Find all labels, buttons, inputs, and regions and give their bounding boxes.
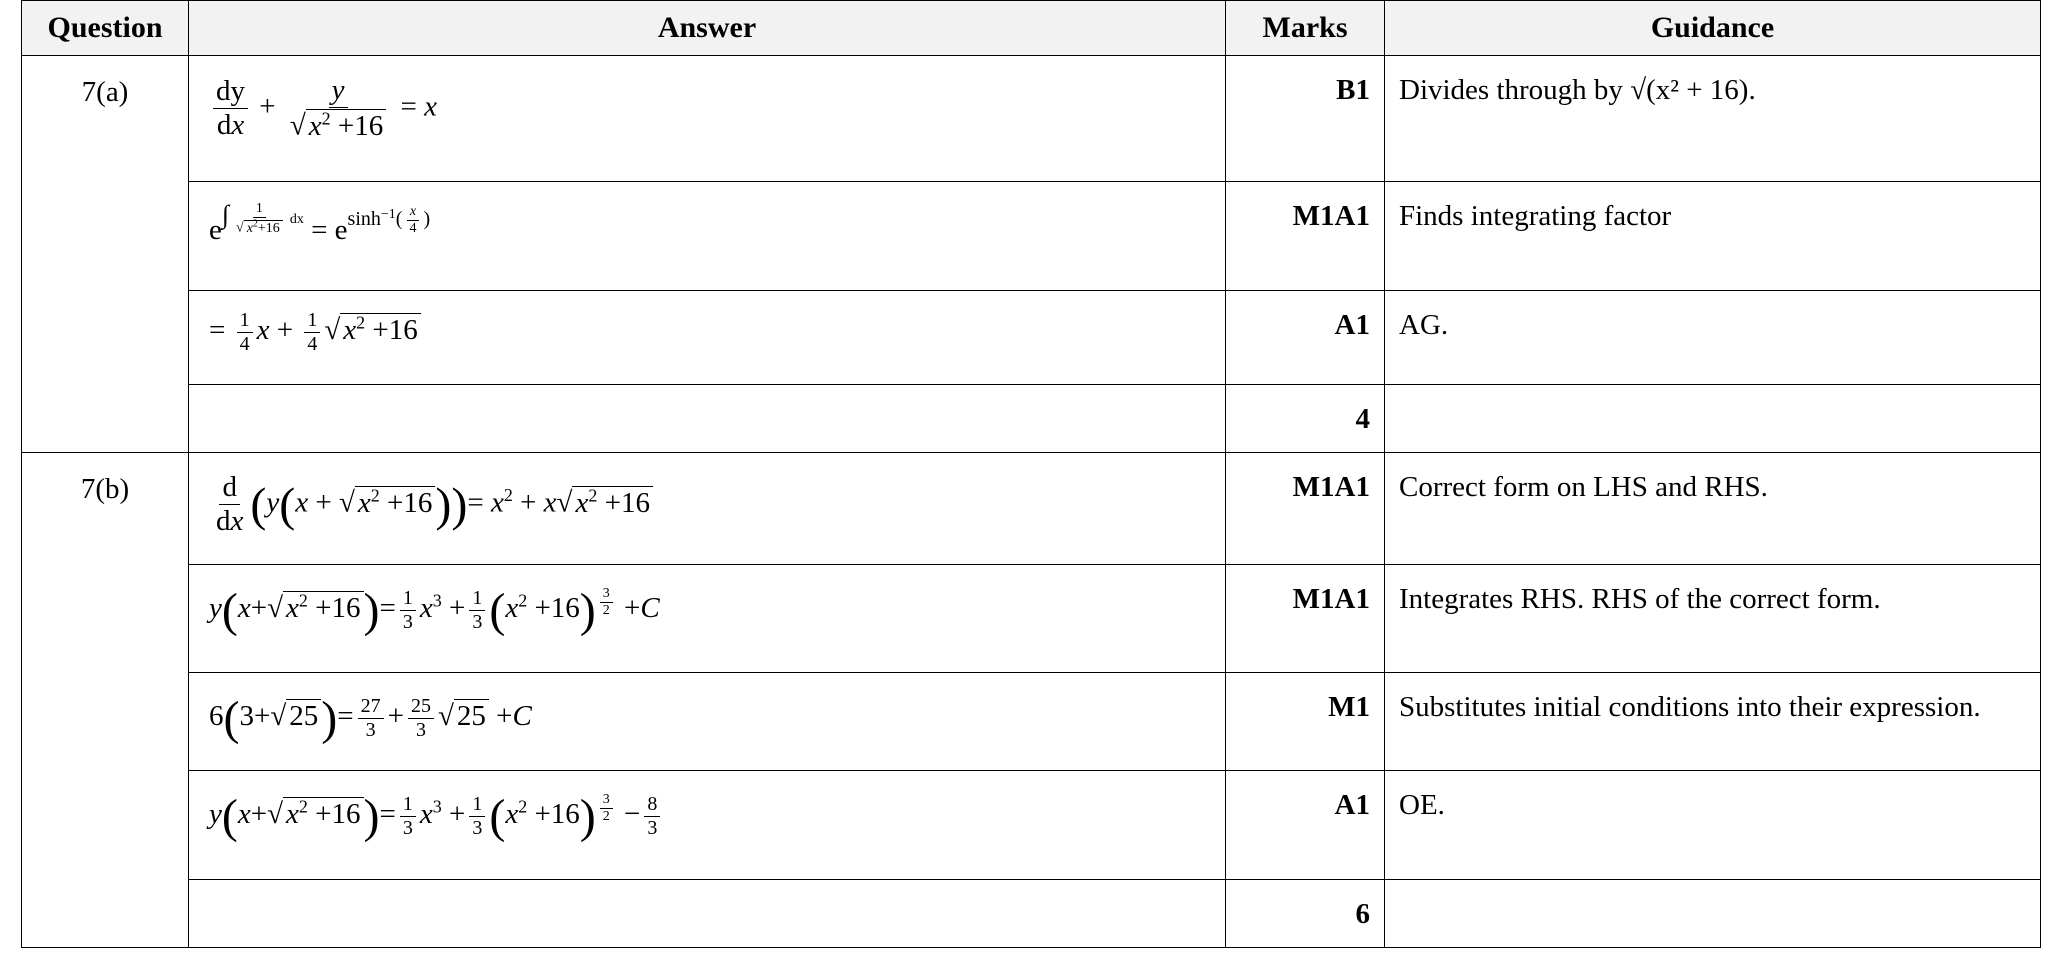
answer-cell <box>189 385 1226 453</box>
marks-cell: A1 <box>1226 291 1385 385</box>
guidance-cell: Correct form on LHS and RHS. <box>1385 453 2041 565</box>
marks-cell: A1 <box>1226 771 1385 880</box>
marks-total: 4 <box>1226 385 1385 453</box>
header-marks: Marks <box>1226 1 1385 56</box>
answer-cell: = $\frac{1}{4}$ x + $\frac{1}{4}$ √ $x^2 +16$ <box>189 291 1226 385</box>
marks-cell: M1A1 <box>1226 453 1385 565</box>
header-guidance: Guidance <box>1385 1 2041 56</box>
table-row <box>22 182 2041 291</box>
answer-cell: $\frac{dy}{dx}$ + $\frac{y}{√ x^2 +16}$ = x <box>189 56 1226 182</box>
table-row <box>22 453 2041 565</box>
header-answer: Answer <box>189 1 1226 56</box>
table-row <box>22 771 2041 880</box>
guidance-cell: Divides through by √(x² + 16). <box>1385 56 2041 182</box>
table-row <box>22 673 2041 771</box>
guidance-cell: Finds integrating factor <box>1385 182 2041 291</box>
question-number: 7(a) <box>22 56 189 453</box>
table-row <box>22 291 2041 385</box>
answer-cell: 6(3+√ 25)= $\frac{27}{3}$ + $\frac{25}{3}$ √ 25 +C <box>189 673 1226 771</box>
mark-scheme-table <box>21 0 2041 948</box>
table-row <box>22 385 2041 453</box>
answer-cell: y(x+√ $x^2 +16)=$ $\frac{1}{3}$ $x^3$ + $\frac{1}{3}$ $(x^2 +16)$ $^{\frac{3}{2}}$ − $\frac{8}{3}$ <box>189 771 1226 880</box>
answer-cell: $e^{\int \frac{1}{√ x^2+16} dx} = e^{sinh^{-1}( \frac{x}{4} )}$ <box>189 182 1226 291</box>
table-row <box>22 56 2041 182</box>
answer-cell <box>189 880 1226 948</box>
question-number: 7(b) <box>22 453 189 948</box>
answer-cell: $\frac{d}{dx}$ (y(x + √ $x^2 +16))= x^2 + x√$ $x^2 +16$ <box>189 453 1226 565</box>
table-row <box>22 880 2041 948</box>
table-row <box>22 565 2041 673</box>
guidance-cell: OE. <box>1385 771 2041 880</box>
guidance-cell: Substitutes initial conditions into their expression. <box>1385 673 2041 771</box>
marks-total: 6 <box>1226 880 1385 948</box>
guidance-cell <box>1385 385 2041 453</box>
guidance-cell: Integrates RHS. RHS of the correct form. <box>1385 565 2041 673</box>
guidance-cell: AG. <box>1385 291 2041 385</box>
answer-cell: y(x+√ $x^2 +16)=$ $\frac{1}{3}$ $x^3$ + $\frac{1}{3}$ $(x^2 +16)$ $^{\frac{3}{2}}$ +C <box>189 565 1226 673</box>
guidance-cell <box>1385 880 2041 948</box>
marks-cell: M1A1 <box>1226 565 1385 673</box>
marks-cell: M1 <box>1226 673 1385 771</box>
marks-cell: M1A1 <box>1226 182 1385 291</box>
header-question: Question <box>22 1 189 56</box>
marks-cell: B1 <box>1226 56 1385 182</box>
